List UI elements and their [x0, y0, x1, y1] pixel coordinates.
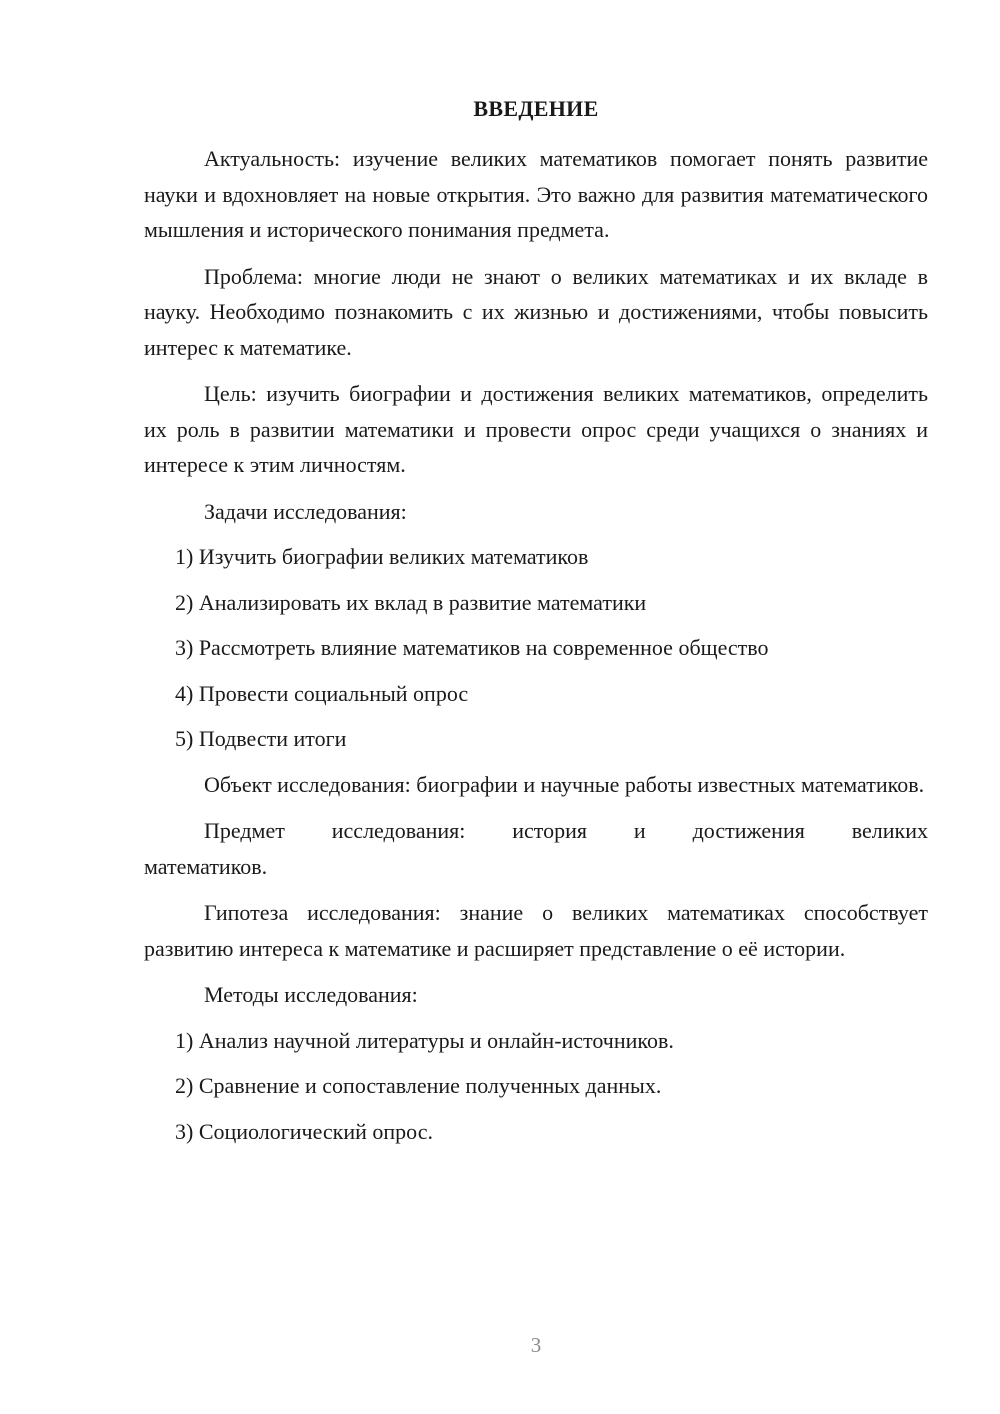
- object-paragraph: Объект исследования: биографии и научные работы известных математиков.: [204, 771, 925, 797]
- list-item: 1) Изучить биографии великих математиков: [175, 544, 589, 569]
- methods-list: [144, 1023, 928, 1150]
- list-item: 2) Анализировать их вклад в развитие математики: [175, 589, 647, 615]
- tasks-heading: Задачи исследования:: [204, 498, 407, 524]
- list-item: 3) Социологический опрос.: [175, 1118, 433, 1144]
- list-item: 1) Анализ научной литературы и онлайн-источников.: [175, 1027, 674, 1053]
- document-body: [144, 141, 928, 1159]
- list-item: 3) Рассмотреть влияние математиков на современное общество: [175, 635, 769, 660]
- subject-line: математиков.: [144, 853, 268, 879]
- section-title: ВВЕДЕНИЕ: [473, 96, 599, 121]
- list-item: 5) Подвести итоги: [175, 726, 347, 751]
- relevance-paragraph: Актуальность: изучение великих математиков помогает понять развитие науки и вдохновляет на новые открытия. Это важно для развития математического мышления и исторического понимания предмета.: [144, 146, 928, 242]
- hypothesis-paragraph: Гипотеза исследования: знание о великих математиках способствует развитию интереса к математике и расширяет представление о её истории.: [144, 900, 928, 961]
- problem-paragraph: Проблема: многие люди не знают о великих математиках и их вкладе в науку. Необходимо познакомить с их жизнью и достижениями, чтобы повысить интерес к математике.: [144, 263, 928, 360]
- list-item: 4) Провести социальный опрос: [175, 680, 469, 706]
- page-number: 3: [530, 1333, 542, 1357]
- subject-paragraph: [144, 813, 928, 884]
- list-item: 2) Сравнение и сопоставление полученных данных.: [175, 1073, 662, 1098]
- goal-paragraph: Цель: изучить биографии и достижения великих математиков, определить их роль в развитии математики и провести опрос среди учащихся о знаниях и интересе к этим личностям.: [144, 381, 928, 477]
- subject-line: Предмет исследования: история и достижения великих: [204, 818, 928, 843]
- tasks-list: [144, 539, 928, 757]
- methods-heading: Методы исследования:: [204, 982, 418, 1007]
